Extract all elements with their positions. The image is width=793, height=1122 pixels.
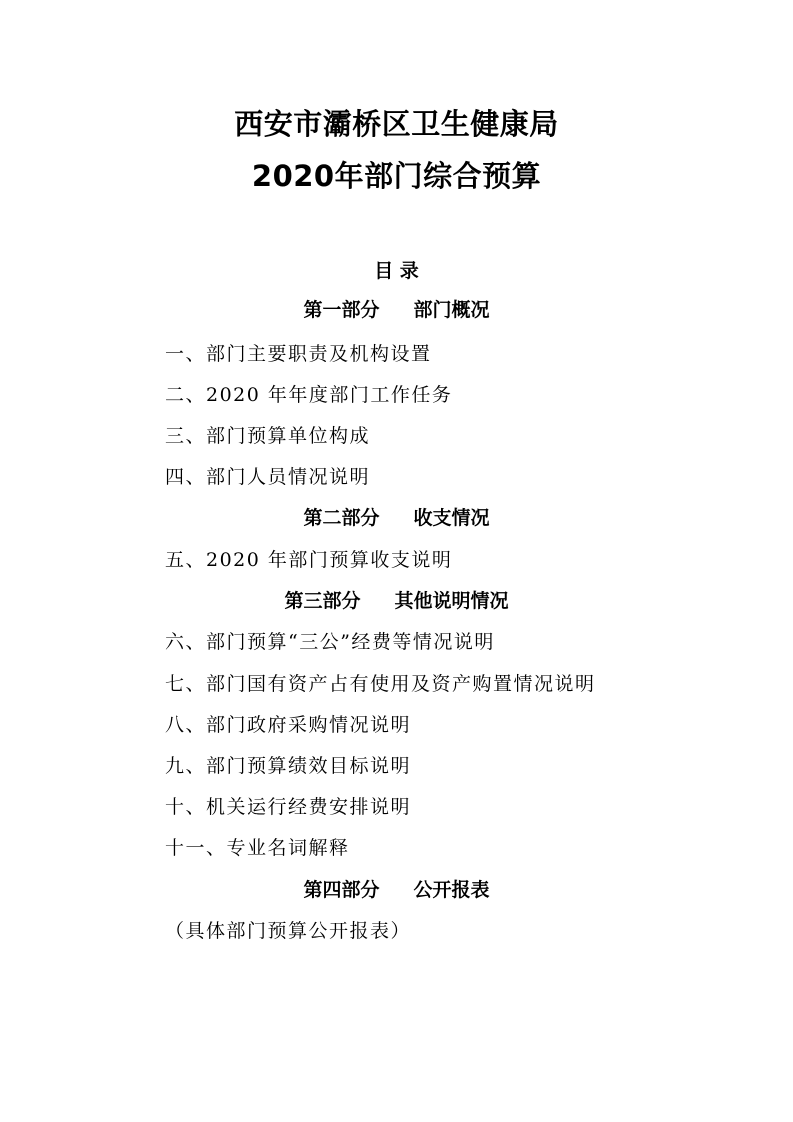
toc-entry[interactable]: 一、部门主要职责及机构设置 — [165, 343, 432, 365]
toc-entry[interactable]: 二、2020 年年度部门工作任务 — [165, 384, 453, 406]
toc-part-name: 部门概况 — [413, 299, 490, 321]
document-title-line-1: 西安市灞桥区卫生健康局 — [234, 107, 559, 141]
toc-entry[interactable]: 九、部门预算绩效目标说明 — [165, 755, 412, 777]
toc-heading: 目 录 — [374, 260, 419, 282]
toc-entry[interactable]: 三、部门预算单位构成 — [165, 425, 371, 447]
toc-entry[interactable]: （具体部门预算公开报表） — [165, 920, 412, 942]
toc-part-2-heading — [0, 503, 793, 530]
toc-part-label: 第三部分 — [284, 590, 361, 612]
toc-entry[interactable]: 八、部门政府采购情况说明 — [165, 714, 412, 736]
toc-entry[interactable]: 五、2020 年部门预算收支说明 — [165, 549, 453, 571]
toc-part-label: 第一部分 — [303, 299, 380, 321]
toc-entry[interactable]: 七、部门国有资产占有使用及资产购置情况说明 — [165, 673, 596, 695]
toc-part-label: 第二部分 — [303, 507, 380, 529]
toc-part-label: 第四部分 — [303, 879, 380, 901]
toc-part-1-heading — [0, 295, 793, 322]
toc-part-4-heading — [0, 875, 793, 902]
toc-part-name: 其他说明情况 — [394, 590, 509, 612]
toc-entry[interactable]: 六、部门预算“三公”经费等情况说明 — [165, 631, 495, 653]
toc-part-name: 公开报表 — [413, 879, 490, 901]
toc-entry[interactable]: 十、机关运行经费安排说明 — [165, 796, 412, 818]
toc-entry[interactable]: 十一、专业名词解释 — [165, 837, 350, 859]
toc-entry[interactable]: 四、部门人员情况说明 — [165, 466, 371, 488]
document-title-line-2: 2020年部门综合预算 — [251, 159, 542, 193]
toc-part-name: 收支情况 — [413, 507, 490, 529]
toc-part-3-heading — [0, 586, 793, 613]
